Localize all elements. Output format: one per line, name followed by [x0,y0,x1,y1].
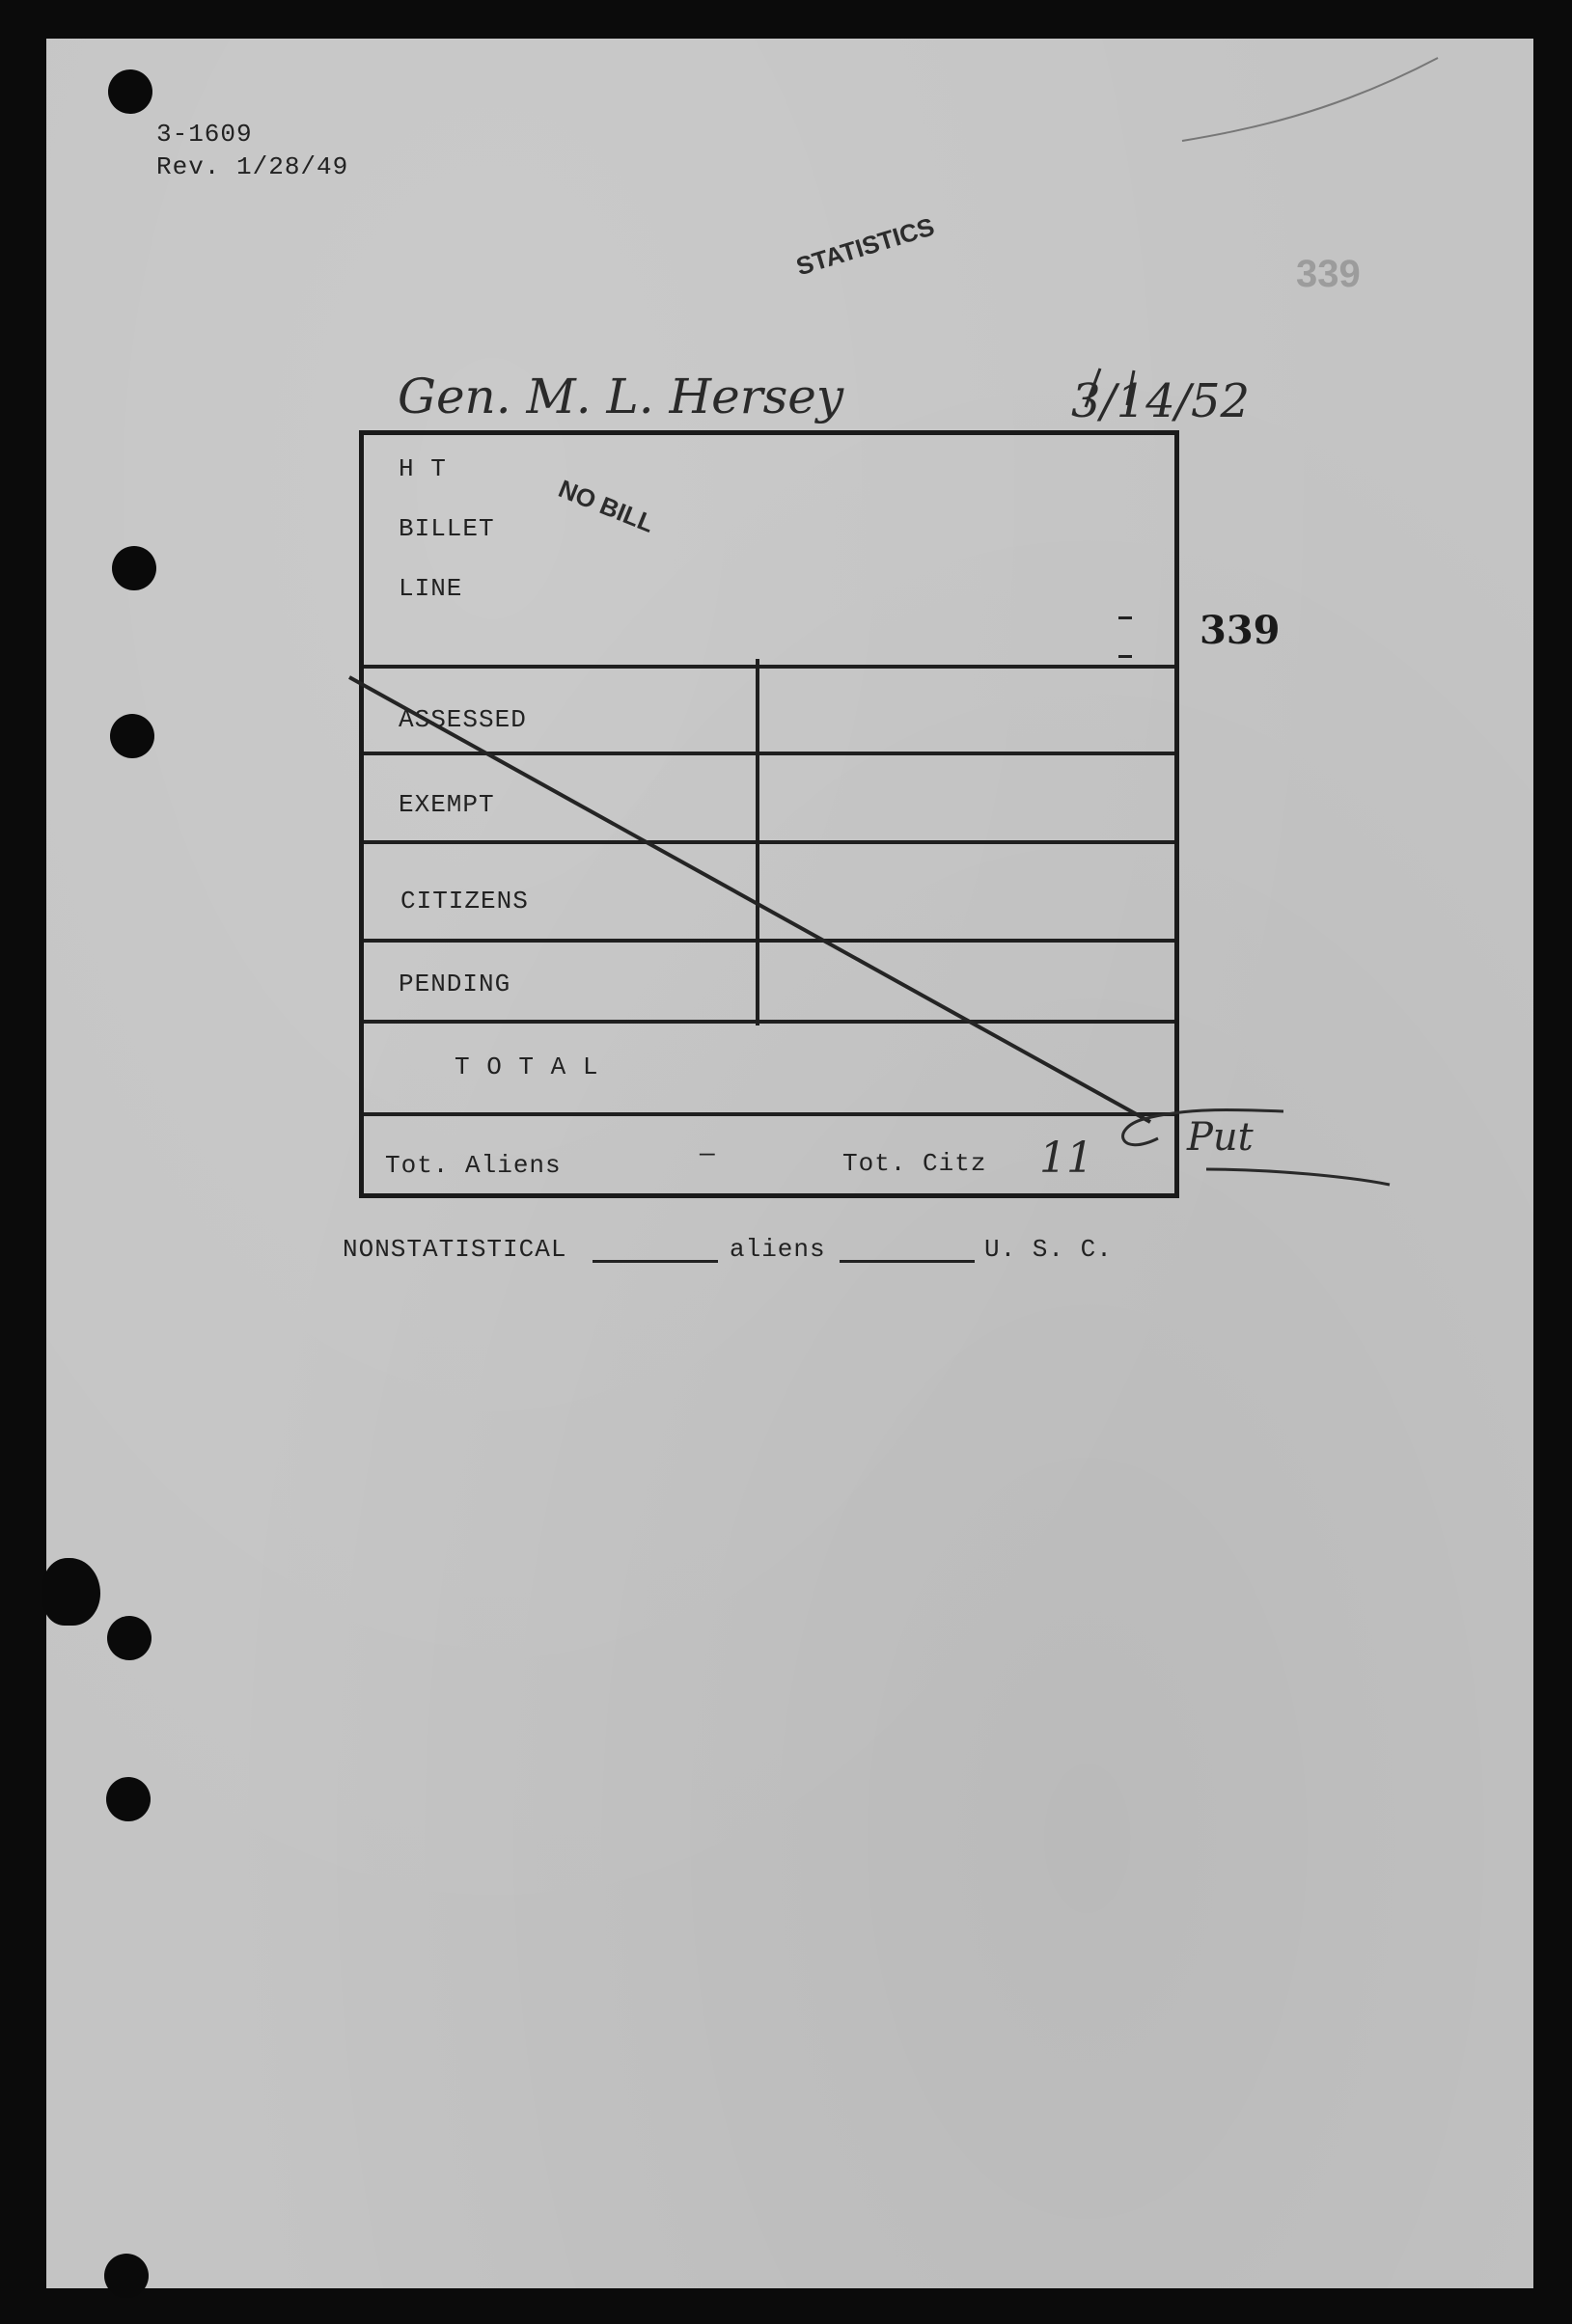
row-label-assessed: ASSESSED [399,705,527,734]
handwritten-date: 3/14/52 [1071,374,1251,428]
header-row-line: LINE [399,574,463,603]
page-number: 339 [1200,608,1281,653]
nonstatistical-label: NONSTATISTICAL [343,1235,567,1264]
tot-aliens-label: Tot. Aliens [385,1151,562,1180]
row-label-pending: PENDING [399,970,511,998]
handwritten-initials: Put [1187,1115,1254,1160]
diagonal-strike-line [349,677,1150,1122]
page-number-faint-stamp: 339 [1296,253,1361,295]
initials-flourish [1123,1109,1390,1185]
tot-citizens-value: 11 [1039,1134,1093,1183]
row-label-exempt: EXEMPT [399,790,495,819]
top-right-pencil-mark [1182,58,1438,141]
handwritten-name: Gen. M. L. Hersey [398,369,844,424]
tot-citizens-label: Tot. Citz [842,1149,987,1178]
nonstatistical-aliens: aliens [730,1235,826,1264]
date-slash-marks [1086,369,1134,407]
form-revision: Rev. 1/28/49 [156,152,349,181]
form-number: 3-1609 [156,120,253,149]
no-bill-stamp: NO BILL [554,474,659,538]
header-row-billet: BILLET [399,514,495,543]
header-row-ht: H T [399,454,447,483]
nonstatistical-usc: U. S. C. [984,1235,1113,1264]
row-label-citizens: CITIZENS [400,887,529,916]
total-label: T O T A L [455,1053,599,1081]
statistics-stamp: STATISTICS [792,211,938,282]
tot-aliens-value: — [700,1139,716,1168]
